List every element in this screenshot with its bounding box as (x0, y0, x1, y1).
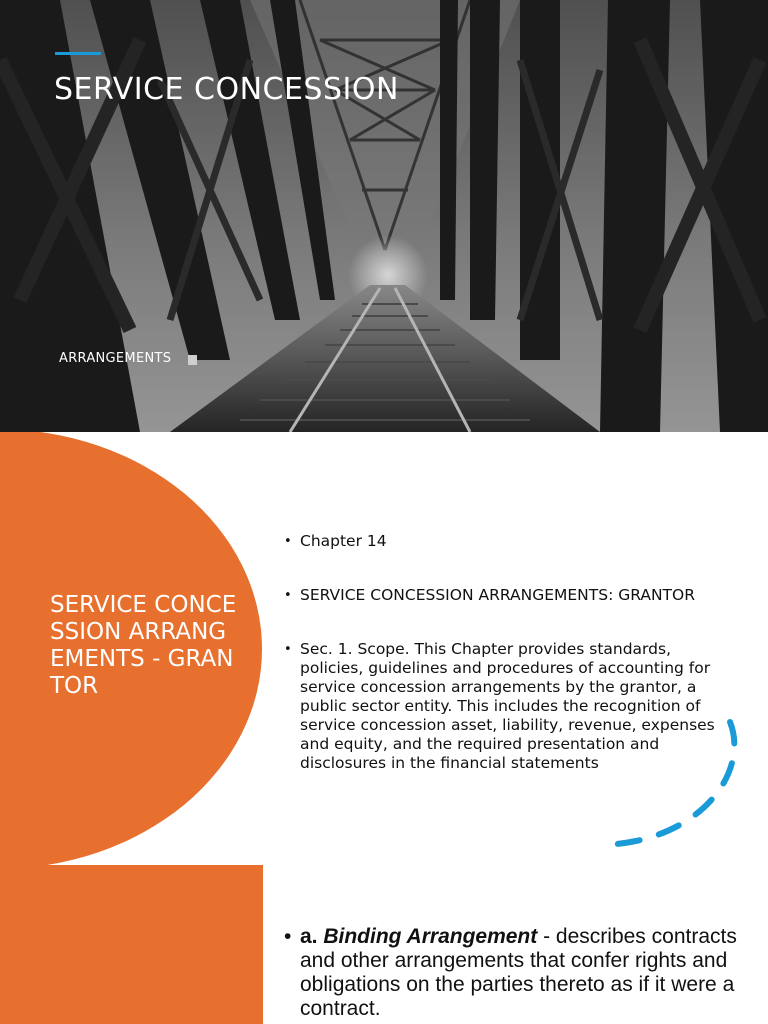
orange-panel (0, 865, 263, 1024)
title-slide (0, 0, 768, 432)
scope-slide (0, 432, 768, 865)
term-name: Binding Arrangement (323, 925, 538, 948)
bullet-chapter: • Chapter 14 (284, 532, 724, 551)
bullet-arrangement-title: • SERVICE CONCESSION ARRANGEMENTS: GRANTOR (284, 586, 724, 605)
slide-title: SERVICE CONCESSION (54, 72, 399, 107)
bullet-scope: • Sec. 1. Scope. This Chapter provides standards, policies, guidelines and procedures of accounting for service concession arrangements by the grantor, a public sector entity. This includes the recognition of service concession asset, liability, revenue, expenses and equity, and the required presentation and disclosures in the financial statements (284, 640, 724, 773)
bullet-marker: • (284, 925, 292, 948)
subtitle-cursor-mark (188, 355, 197, 365)
term-prefix: a. (300, 925, 318, 948)
dashed-arc-decoration (590, 712, 750, 862)
section-heading: SERVICE CONCESSION ARRANGEMENTS - GRANTOR (50, 592, 237, 699)
definition-bullet (284, 925, 740, 1021)
slide-subtitle: ARRANGEMENTS (59, 351, 172, 366)
railway-bridge-image (0, 0, 768, 432)
title-accent-line (55, 52, 101, 55)
definition-slide (0, 865, 768, 1024)
term-definition: - describes contracts and other arrangements that confer rights and obligations on the parties thereto as if it were a contract. (300, 925, 737, 1020)
